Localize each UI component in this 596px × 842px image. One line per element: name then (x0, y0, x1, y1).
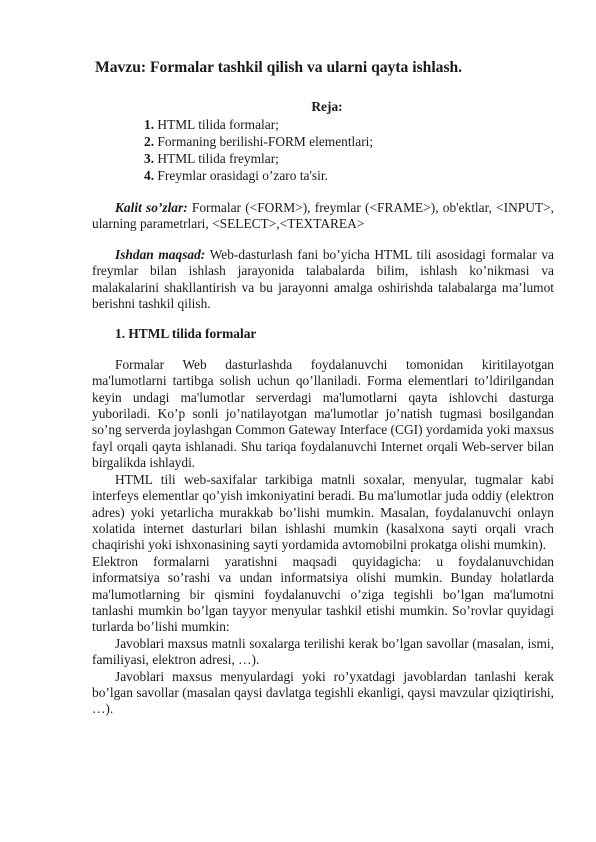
aim-label: Ishdan maqsad: (115, 246, 206, 262)
body-paragraph: Elektron formalarni yaratishni maqsadi quyidagicha: u foydalanuvchidan informatsiya so’rashi va undan informatsiya olishi mumkin. Bunday holatlarda ma'lumotlarning bir qismini foydalanuvchi o’ziga tegishli bo’lgan ma'lumotni tanlashi mumkin bo’lgan tayyor menyular tashkil etishi mumkin. So’rovlar quyidagi turlarda bo’lishi mumkin: (92, 553, 554, 635)
aim-paragraph (92, 247, 554, 313)
plan-item-text: HTML tilida freymlar; (157, 151, 279, 166)
plan-item (144, 151, 373, 168)
plan-item (144, 168, 373, 185)
keywords-label: Kalit so’zlar: (115, 200, 188, 215)
section-heading: 1. HTML tilida formalar (115, 326, 257, 342)
plan-heading: Reja: (311, 99, 343, 114)
plan-item-text: Freymlar orasidagi o’zaro ta'sir. (157, 168, 328, 183)
keywords-paragraph (92, 200, 554, 233)
plan-item-number: 4. (144, 168, 155, 183)
body-paragraph: Formalar Web dasturlashda foydalanuvchi tomonidan kiritilayotgan ma'lumotlarni tartibga solish uchun qo’llaniladi. Forma elementlari to’ldirilgandan keyin undagi ma'lumotlar serverdagi ma'lumotlarni qayta ishlovchi dasturga yuboriladi. Ko’p sonli jo’natilayotgan ma'lumotlar jo’natish tugmasi bosilgandan so’ng serverda joylashgan Common Gateway Interface (CGI) yordamida yoki maxsus fayl orqali qayta ishlanadi. Shu tariqa foydalanuvchi Internet orqali Web-server bilan birgalikda ishlaydi. (92, 356, 554, 471)
plan-item-number: 2. (144, 134, 155, 149)
plan-list (144, 117, 373, 185)
plan-item-number: 1. (144, 117, 155, 132)
body-paragraph: Javoblari maxsus matnli soxalarga terilishi kerak bo’lgan savollar (masalan, ismi, familiyasi, elektron adresi, …). (92, 635, 554, 668)
aim-text: Web-dasturlash fani bo’yicha HTML tili asosidagi formalar va freymlar bilan ishlash jarayonida talabalarda bilim, ishlash ko’nikmasi va malakalarini shakllantirish va bu jarayonni amalga oshirishda talabalarga ma’lumot berishni tashkil qilish. (92, 246, 554, 312)
plan-item (144, 134, 373, 151)
document-body (92, 200, 554, 718)
body-paragraph: Javoblari maxsus menyulardagi yoki ro’yxatdagi javoblardan tanlashi kerak bo’lgan savollar (masalan qaysi davlatga tegishli ekanligi, qaysi mavzular qiziqtirishi, …). (92, 668, 554, 717)
keywords-text: Formalar (<FORM>), freymlar (<FRAME>), ob'ektlar, <INPUT>, ularning parametrlari, <SELECT>,<TEXTAREA> (92, 200, 554, 232)
plan-item (144, 117, 373, 134)
plan-item-number: 3. (144, 151, 155, 166)
document-title: Mavzu: Formalar tashkil qilish va ularni qayta ishlash. (95, 59, 463, 76)
plan-item-text: Formaning berilishi-FORM elementlari; (157, 134, 374, 149)
body-paragraph: HTML tili web-saxifalar tarkibiga matnli soxalar, menyular, tugmalar kabi interfeys elementlar qo’yish imkoniyatini beradi. Bu ma'lumotlar juda oddiy (elektron adres) yoki yetarlicha murakkab bo’lishi mumkin. Masalan, foydalanuvchi onlayn xolatida internet dasturlari bilan ishlashi mumkin (kasalxona sayti orqali vrach chaqirishi yoki ishxonasining sayti yordamida avtomobilni prokatga olishi mumkin). (92, 471, 554, 553)
plan-item-text: HTML tilida formalar; (157, 117, 279, 132)
